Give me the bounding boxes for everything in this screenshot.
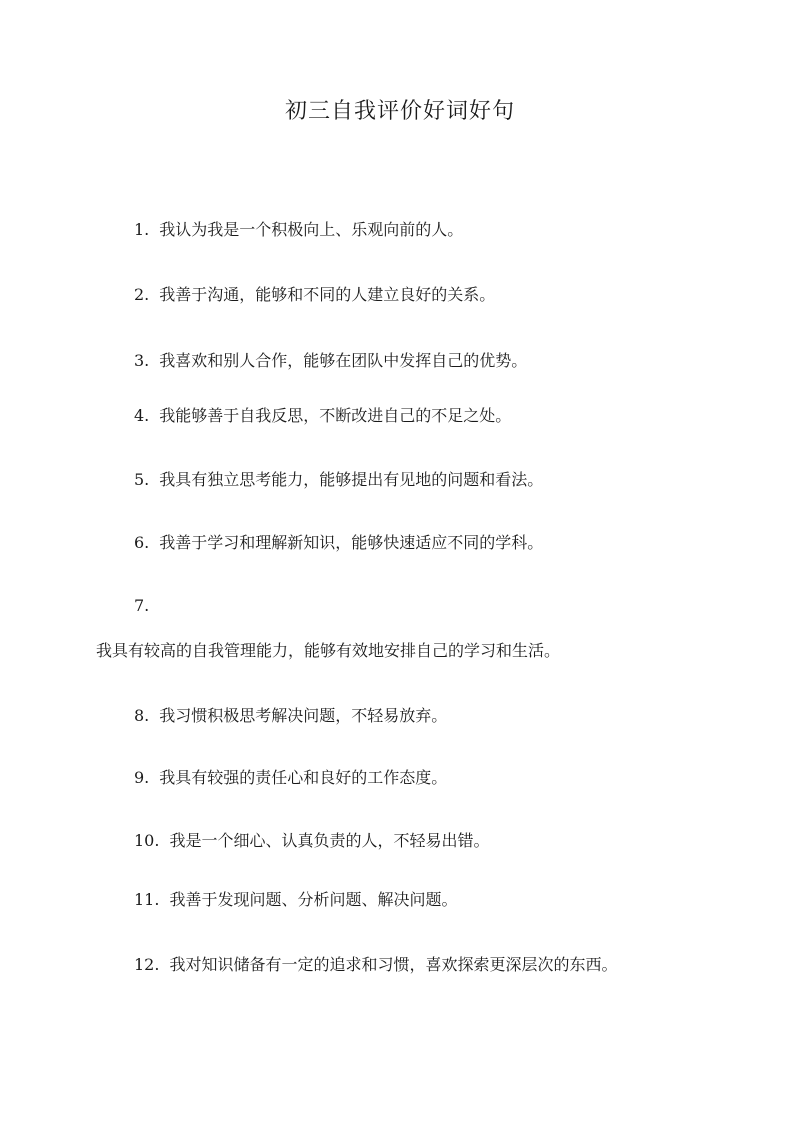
list-item-4 — [134, 404, 511, 428]
list-item-2 — [134, 283, 495, 307]
list-item-number: 10. — [134, 831, 160, 850]
list-item-number: 6. — [134, 533, 150, 552]
list-item-number: 4. — [134, 406, 150, 425]
list-item-text: 我善于学习和理解新知识，能够快速适应不同的学科。 — [159, 533, 544, 552]
list-item-text: 我对知识储备有一定的追求和习惯，喜欢探索更深层次的东西。 — [169, 955, 618, 974]
list-item-text: 我善于发现问题、分析问题、解决问题。 — [169, 890, 458, 909]
list-item-10 — [134, 829, 489, 853]
list-item-number: 11. — [134, 890, 160, 909]
list-item-number: 5. — [134, 470, 150, 489]
list-item-3 — [134, 349, 527, 373]
list-item-number: 9. — [134, 768, 150, 787]
document-title: 初三自我评价好词好句 — [284, 99, 515, 124]
list-item-number: 3. — [134, 351, 150, 370]
list-item-text: 我习惯积极思考解决问题，不轻易放弃。 — [159, 706, 448, 725]
list-item-text: 我喜欢和别人合作，能够在团队中发挥自己的优势。 — [159, 351, 528, 370]
list-item-number: 2. — [134, 285, 150, 304]
list-item-text: 我具有独立思考能力，能够提出有见地的问题和看法。 — [159, 470, 544, 489]
list-item-9 — [134, 766, 447, 790]
list-item-text: 我能够善于自我反思，不断改进自己的不足之处。 — [159, 406, 512, 425]
list-item-1 — [134, 218, 463, 242]
list-item-number: 8. — [134, 706, 150, 725]
list-item-12 — [134, 953, 617, 977]
list-item-11 — [134, 888, 457, 912]
list-item-5 — [134, 468, 543, 492]
list-item-number: 12. — [134, 955, 160, 974]
list-item-text: 我善于沟通，能够和不同的人建立良好的关系。 — [159, 285, 496, 304]
list-item-text: 我具有较强的责任心和良好的工作态度。 — [159, 768, 448, 787]
list-item-8 — [134, 704, 447, 728]
list-item-7-number: 7. — [134, 596, 150, 615]
list-item-text: 我认为我是一个积极向上、乐观向前的人。 — [159, 220, 464, 239]
list-item-text: 我是一个细心、认真负责的人，不轻易出错。 — [169, 831, 490, 850]
list-item-6 — [134, 531, 543, 555]
list-item-number: 1. — [134, 220, 150, 239]
list-item-7-text: 我具有较高的自我管理能力，能够有效地安排自己的学习和生活。 — [96, 641, 561, 660]
